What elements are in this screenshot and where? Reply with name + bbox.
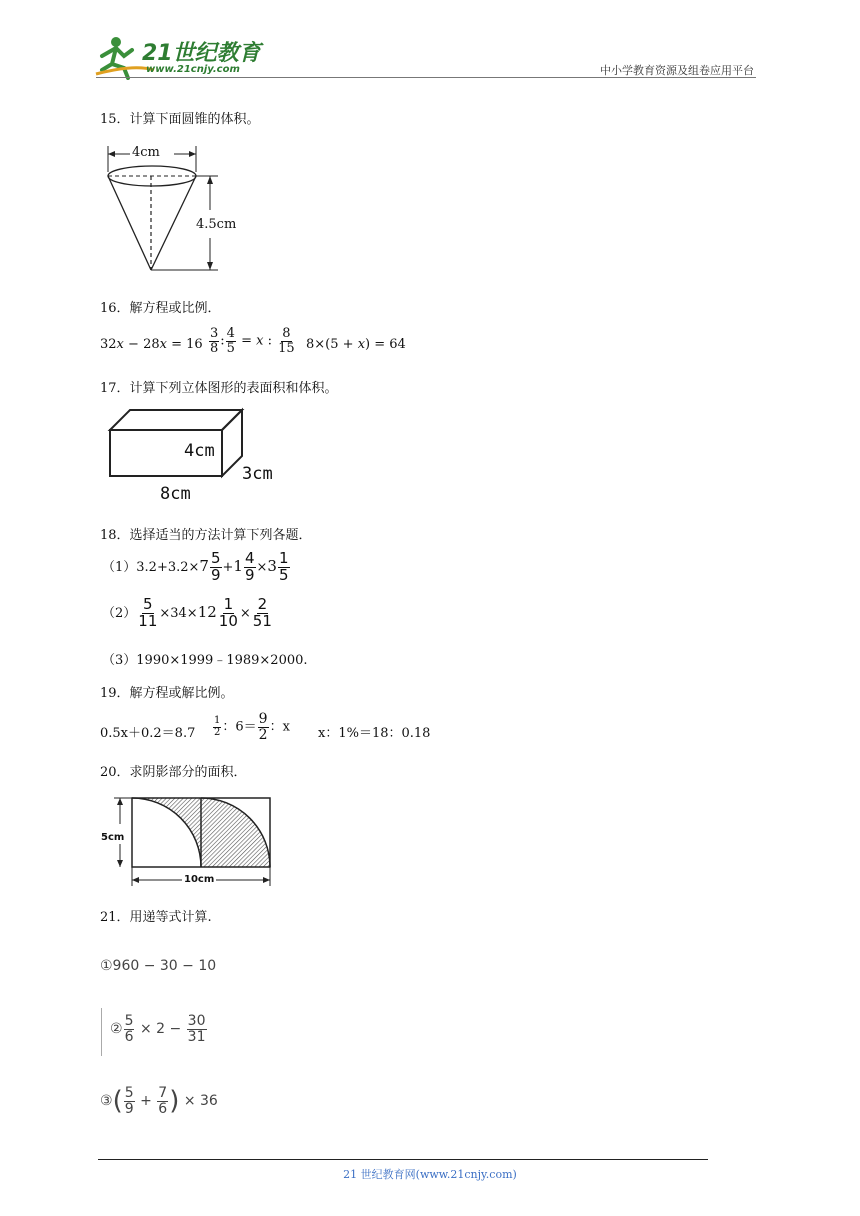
op-plus: + xyxy=(140,1093,152,1110)
frac-den: 9 xyxy=(124,1100,134,1117)
q16-equation-2: $\frac{3}{8}$ : $\frac{4}{5}$ = x : $\frac{8}{15}$ xyxy=(210,326,295,356)
item-marker: ③ xyxy=(100,1093,113,1110)
eq-rhs: 16 xyxy=(186,337,203,352)
part-prefix: （2） xyxy=(102,605,137,621)
logo-url: www.21cnjy.com xyxy=(146,64,240,75)
cuboid-figure xyxy=(100,406,250,480)
q18-part-2 xyxy=(102,597,274,630)
expr-middle: × 2 − xyxy=(139,1021,182,1038)
frac-den: 5 xyxy=(278,565,289,584)
op-times: × xyxy=(256,559,268,575)
cone-figure xyxy=(100,142,250,274)
q16-equation-1: 32x − 28x = 16 xyxy=(100,337,203,352)
q21-expression-2 xyxy=(110,1014,208,1044)
part-prefix: （1）3.2+3.2× xyxy=(102,559,200,575)
q21-expression-1: ①960 − 30 − 10 xyxy=(100,958,217,974)
frac-num: 5 xyxy=(210,549,221,567)
q19-equation-2 xyxy=(212,712,290,742)
frac-num: 8 xyxy=(282,326,291,341)
eq-rhs: 64 xyxy=(389,337,406,352)
cone-diameter-label: 4cm xyxy=(132,145,160,160)
frac-den: 8 xyxy=(210,340,219,356)
frac-den: 51 xyxy=(252,611,272,630)
header-platform-text: 中小学教育资源及组卷应用平台 xyxy=(600,64,754,77)
q18-title: 18．选择适当的方法计算下列各题． xyxy=(100,528,312,543)
header-divider xyxy=(96,77,756,78)
frac-num: 4 xyxy=(244,549,255,567)
q21-expression-2-border xyxy=(101,1008,102,1056)
mixed-whole: 3 xyxy=(267,556,277,575)
eq-coef: 8 xyxy=(306,337,315,352)
shaded-height-label: 5cm xyxy=(101,832,125,843)
frac-den: 5 xyxy=(226,340,235,356)
frac-den: 31 xyxy=(187,1028,206,1045)
footer-divider xyxy=(98,1159,708,1160)
frac-num: 4 xyxy=(226,326,235,341)
frac-num: 1 xyxy=(223,595,234,613)
frac-num: 2 xyxy=(257,595,268,613)
footer-text: 21 世纪教育网(www.21cnjy.com) xyxy=(343,1168,517,1181)
q16-equation-3: 8×(5 + x) = 64 xyxy=(306,337,406,352)
frac-den: 15 xyxy=(278,340,295,356)
q18-part-1 xyxy=(102,551,291,584)
frac-den: 6 xyxy=(158,1100,168,1117)
part-middle: ×34× xyxy=(159,605,198,621)
ratio-middle: ：6＝ xyxy=(222,719,257,735)
frac-den: 2 xyxy=(214,726,221,738)
frac-num: 1 xyxy=(214,715,221,727)
frac-den: 10 xyxy=(218,611,238,630)
mixed-whole: 1 xyxy=(233,556,243,575)
frac-num: 3 xyxy=(210,326,219,341)
cuboid-height-label: 4cm xyxy=(184,441,215,461)
frac-num: 5 xyxy=(143,595,153,613)
frac-num: 5 xyxy=(124,1085,134,1101)
q19-equation-1: 0.5x＋0.2＝8.7 xyxy=(100,726,196,741)
mixed-whole: 12 xyxy=(197,602,217,621)
frac-den: 11 xyxy=(138,611,158,630)
frac-num: 1 xyxy=(278,549,289,567)
q21-expression-3: ③( $\frac{5}{9}$ + $\frac{7}{6}$ ) × 36 xyxy=(100,1085,218,1117)
logo-text: 21世纪教育 xyxy=(142,41,261,66)
op-plus: + xyxy=(222,559,234,575)
frac-num: 30 xyxy=(187,1013,206,1029)
eq-coef-b: 28 xyxy=(143,337,160,352)
ratio-end: ：x xyxy=(269,719,290,735)
eq-term: 5 xyxy=(330,337,339,352)
frac-num: 9 xyxy=(258,711,268,727)
frac-num: 7 xyxy=(158,1085,168,1101)
q16-title: 16．解方程或比例． xyxy=(100,301,221,316)
frac-den: 2 xyxy=(258,726,268,743)
expr-end: × 36 xyxy=(183,1093,218,1110)
cuboid-width-label: 3cm xyxy=(242,464,273,484)
frac-num: 5 xyxy=(124,1013,134,1029)
cone-height-label: 4.5cm xyxy=(196,217,237,232)
q15-title: 15．计算下面圆锥的体积。 xyxy=(100,112,260,127)
q18-part-3: （3）1990×1999﹣1989×2000. xyxy=(102,653,308,668)
op-times: × xyxy=(239,605,251,621)
shaded-width-label: 10cm xyxy=(184,874,215,885)
item-marker: ② xyxy=(110,1021,123,1038)
frac-den: 9 xyxy=(244,565,255,584)
q21-title: 21．用递等式计算. xyxy=(100,910,212,925)
q20-title: 20．求阴影部分的面积． xyxy=(100,765,247,780)
frac-den: 9 xyxy=(210,565,221,584)
frac-den: 6 xyxy=(124,1028,134,1045)
eq-coef-a: 32 xyxy=(100,337,117,352)
q19-equation-3: x：1%＝18：0.18 xyxy=(318,726,431,741)
q19-title: 19．解方程或解比例。 xyxy=(100,686,234,701)
mixed-whole: 7 xyxy=(199,556,209,575)
cuboid-length-label: 8cm xyxy=(160,484,191,504)
q17-title: 17．计算下列立体图形的表面积和体积。 xyxy=(100,381,338,396)
